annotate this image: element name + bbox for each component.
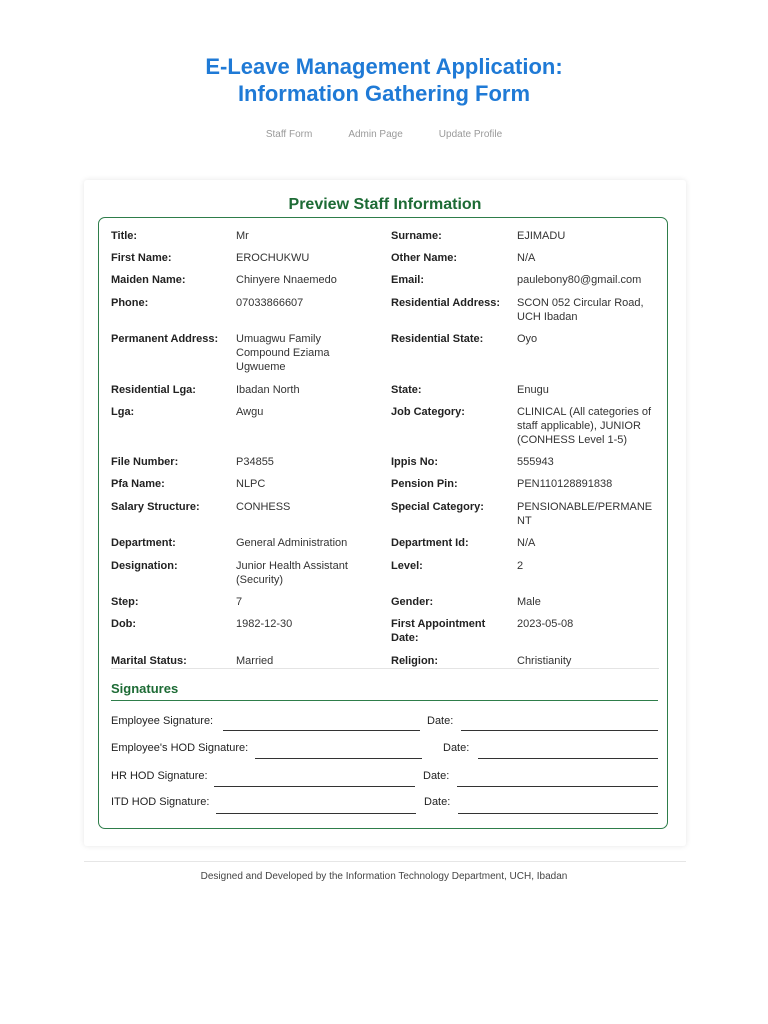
field-label: Designation: bbox=[111, 560, 178, 572]
date-blank[interactable] bbox=[458, 813, 658, 814]
field-value: NLPC bbox=[236, 478, 266, 490]
date-blank[interactable] bbox=[478, 758, 658, 759]
date-label: Date: bbox=[424, 796, 451, 808]
field-value: Mr bbox=[236, 230, 249, 242]
field-label: Gender: bbox=[391, 596, 434, 608]
field-value: Umuagwu Family Compound Eziama Ugwueme bbox=[236, 333, 330, 373]
field-label: Department Id: bbox=[391, 537, 469, 549]
field-value: Male bbox=[517, 596, 541, 608]
field-label: Department: bbox=[111, 537, 176, 549]
date-blank[interactable] bbox=[457, 786, 658, 787]
divider bbox=[111, 668, 659, 669]
page-title bbox=[0, 53, 768, 107]
field-label: Pension Pin: bbox=[391, 478, 458, 490]
field-label: Lga: bbox=[111, 406, 135, 418]
field-value: PEN110128891838 bbox=[517, 478, 613, 490]
signatures-divider bbox=[111, 700, 658, 701]
field-label: Permanent Address: bbox=[111, 333, 219, 345]
field-value: 7 bbox=[236, 596, 243, 608]
field-value: 555943 bbox=[517, 456, 554, 468]
field-label: File Number: bbox=[111, 456, 179, 468]
field-value: Christianity bbox=[517, 655, 572, 667]
footer-text: Designed and Developed by the Information Technology Department, UCH, Ibadan bbox=[200, 871, 568, 882]
field-label: Marital Status: bbox=[111, 655, 187, 667]
signature-row bbox=[111, 742, 248, 754]
signature-label: ITD HOD Signature: bbox=[111, 796, 210, 808]
signature-date bbox=[443, 742, 469, 754]
field-label: Residential Address: bbox=[391, 297, 501, 309]
signature-blank[interactable] bbox=[214, 786, 415, 787]
field-value: paulebony80@gmail.com bbox=[517, 274, 642, 286]
preview-title: Preview Staff Information bbox=[288, 196, 482, 213]
field-value: General Administration bbox=[236, 537, 348, 549]
field-value: CONHESS bbox=[236, 501, 291, 513]
page-title-line-2: Information Gathering Form bbox=[237, 81, 531, 106]
field-label: Dob: bbox=[111, 618, 137, 630]
nav-staff-form-link[interactable]: Staff Form bbox=[265, 129, 313, 140]
field-label: Residential State: bbox=[391, 333, 484, 345]
field-value: P34855 bbox=[236, 456, 274, 468]
signature-row bbox=[111, 796, 209, 808]
signature-date bbox=[423, 770, 449, 782]
date-label: Date: bbox=[443, 742, 470, 754]
field-value: N/A bbox=[517, 537, 536, 549]
field-value: SCON 052 Circular Road, UCH Ibadan bbox=[517, 297, 644, 323]
field-value: Oyo bbox=[517, 333, 538, 345]
field-value: Chinyere Nnaemedo bbox=[236, 274, 337, 286]
field-value: PENSIONABLE/PERMANENT bbox=[517, 501, 653, 527]
field-label: Residential Lga: bbox=[111, 384, 196, 396]
field-label: Other Name: bbox=[391, 252, 458, 264]
field-value: Married bbox=[236, 655, 274, 667]
field-label: State: bbox=[391, 384, 422, 396]
field-label: Level: bbox=[391, 560, 423, 572]
field-value: Enugu bbox=[517, 384, 549, 396]
signature-label: HR HOD Signature: bbox=[111, 770, 208, 782]
field-value: 2 bbox=[517, 560, 524, 572]
date-label: Date: bbox=[423, 770, 450, 782]
field-label: First Name: bbox=[111, 252, 172, 264]
nav-admin-page-link[interactable]: Admin Page bbox=[348, 129, 403, 140]
field-value: 07033866607 bbox=[236, 297, 304, 309]
signature-blank[interactable] bbox=[216, 813, 416, 814]
field-value: Junior Health Assistant (Security) bbox=[236, 560, 348, 586]
field-value: EJIMADU bbox=[517, 230, 566, 242]
date-blank[interactable] bbox=[461, 730, 658, 731]
field-label: Job Category: bbox=[391, 406, 465, 418]
field-value: Awgu bbox=[236, 406, 264, 418]
field-label: Religion: bbox=[391, 655, 439, 667]
field-value: Ibadan North bbox=[236, 384, 300, 396]
field-label: Ippis No: bbox=[391, 456, 439, 468]
signatures-title: Signatures bbox=[111, 681, 179, 696]
field-value: N/A bbox=[517, 252, 536, 264]
date-label: Date: bbox=[427, 715, 454, 727]
top-nav bbox=[0, 129, 768, 140]
signature-label: Employee Signature: bbox=[111, 715, 214, 727]
field-label: Phone: bbox=[111, 297, 149, 309]
field-value: 1982-12-30 bbox=[236, 618, 293, 630]
field-value: CLINICAL (All categories of staff applicable), JUNIOR (CONHESS Level 1-5) bbox=[517, 406, 652, 446]
field-value: 2023-05-08 bbox=[517, 618, 574, 630]
field-label: Maiden Name: bbox=[111, 274, 186, 286]
field-label: Pfa Name: bbox=[111, 478, 165, 490]
field-value: EROCHUKWU bbox=[236, 252, 310, 264]
signature-row bbox=[111, 715, 213, 727]
nav-update-profile-link[interactable]: Update Profile bbox=[438, 129, 503, 140]
field-label: Step: bbox=[111, 596, 139, 608]
field-label: Special Category: bbox=[391, 501, 484, 513]
page-title-line-1: E-Leave Management Application: bbox=[205, 54, 563, 79]
field-label: Email: bbox=[391, 274, 425, 286]
field-label: First Appointment Date: bbox=[391, 618, 486, 644]
signature-label: Employee's HOD Signature: bbox=[111, 742, 249, 754]
signature-row bbox=[111, 770, 208, 782]
signature-date bbox=[424, 796, 450, 808]
signature-blank[interactable] bbox=[223, 730, 420, 731]
field-label: Salary Structure: bbox=[111, 501, 200, 513]
field-label: Surname: bbox=[391, 230, 442, 242]
signature-blank[interactable] bbox=[255, 758, 422, 759]
footer-divider bbox=[84, 861, 686, 862]
signature-date bbox=[427, 715, 453, 727]
field-label: Title: bbox=[111, 230, 138, 242]
